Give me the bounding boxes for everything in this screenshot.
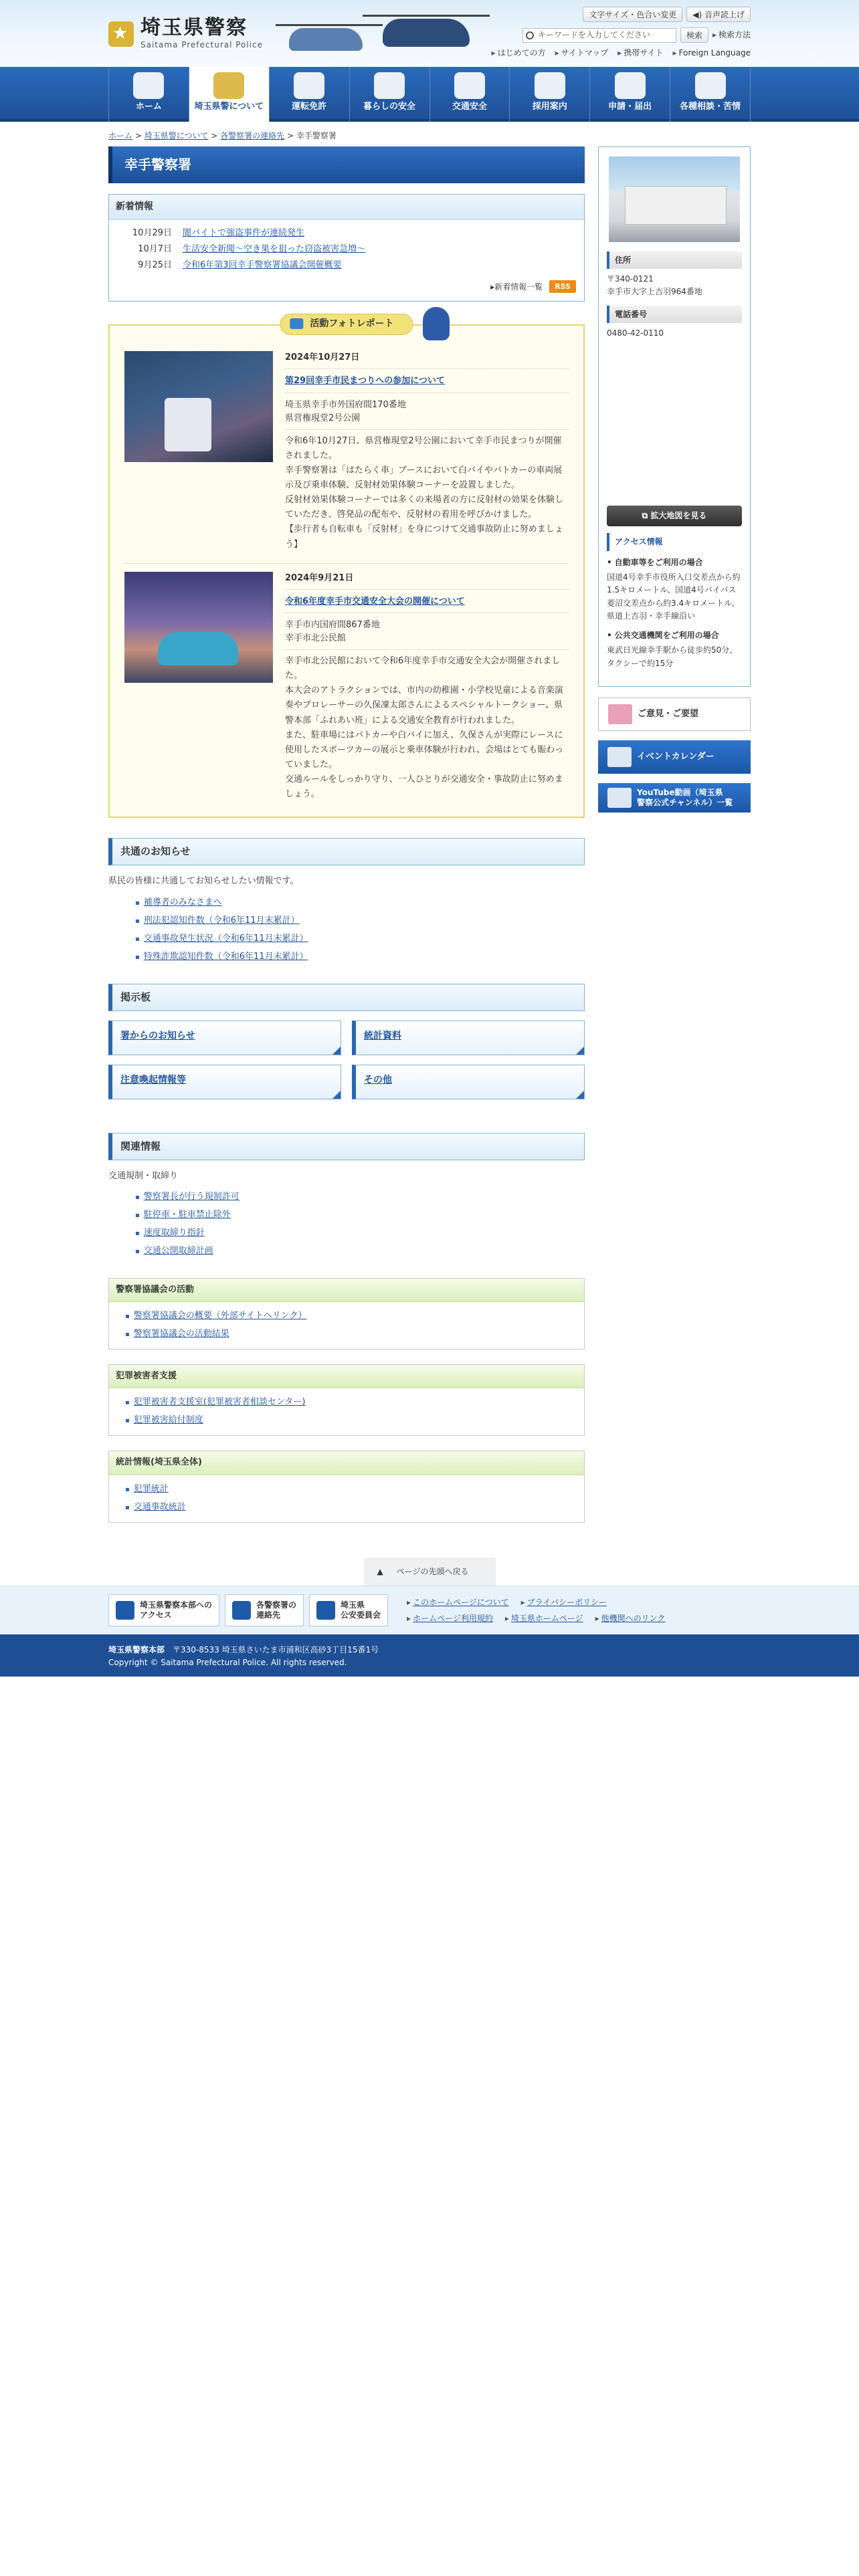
related-link[interactable]: 警察署長が行う規制許可: [143, 1192, 240, 1202]
breadcrumb-home[interactable]: ホーム: [108, 131, 133, 140]
news-link[interactable]: 令和6年第3回幸手警察署協議会開催概要: [183, 260, 342, 271]
nav-label: ホーム: [135, 102, 162, 112]
list-item: [125, 1481, 568, 1499]
list-item: [135, 1224, 585, 1243]
youtube-label: YouTube動画（埼玉県: [637, 788, 723, 798]
news-link[interactable]: 闇バイトで強盗事件が連続発生: [183, 228, 305, 239]
page-top-label: ページの先頭へ戻る: [383, 1562, 482, 1582]
stations-contact-button[interactable]: [225, 1594, 304, 1626]
list-item: [125, 1499, 568, 1517]
nav-about[interactable]: [189, 67, 269, 122]
common-notice-lead: 県民の皆様に共通してお知らせしたい情報です。: [108, 876, 299, 887]
search-help-link[interactable]: ▸ 検索方法: [712, 29, 751, 41]
voice-reading-button[interactable]: [686, 7, 751, 22]
prefecture-site-link[interactable]: 埼玉県ホームページ: [510, 1614, 583, 1624]
board-link[interactable]: 統計資料: [364, 1030, 401, 1041]
related-heading: 関連情報: [108, 1133, 585, 1160]
utility-bar: [492, 7, 751, 60]
footer-org: 埼玉県警察本部: [108, 1645, 165, 1655]
report-place: 幸手市内国府間867番地: [285, 619, 380, 630]
address-heading: 住所: [607, 251, 742, 270]
nav-label: 埼玉県警について: [194, 102, 264, 112]
enlarge-map-button[interactable]: [607, 506, 742, 526]
logo-title: 埼玉県警察: [140, 16, 248, 39]
report-place: 埼玉県幸手市外国府間170番地: [285, 399, 406, 410]
car-access-text: 国道4号幸手市役所入口交差点から約1.5キロメートル、国道4号バイパス菱沼交差点から約3.4キロメートル、県道上吉羽・幸手線沿い: [607, 572, 741, 621]
phone-number: 0480-42-0110: [607, 328, 664, 338]
breadcrumb-current: 幸手警察署: [296, 131, 337, 140]
mobile-site-link[interactable]: ▸ 携帯サイト: [617, 47, 663, 60]
copyright: Copyright © Saitama Prefectural Police. All rights reserved.: [108, 1657, 347, 1667]
photo-report: [108, 318, 585, 818]
site-header: [0, 0, 859, 67]
opinion-button[interactable]: [598, 697, 751, 731]
list-item: [125, 1307, 568, 1325]
stations-contact-label: 各警察署の: [256, 1600, 297, 1610]
list-item: [135, 1206, 585, 1224]
calendar-label: イベントカレンダー: [637, 751, 714, 762]
photo-report-heading: 活動フォトレポート: [280, 314, 413, 335]
statistics-link[interactable]: 交通事故統計: [133, 1501, 186, 1512]
page-top-link[interactable]: ▲ ページの先頭へ戻る: [364, 1558, 496, 1586]
main-content: [108, 146, 585, 1537]
nav-application[interactable]: [589, 67, 670, 122]
report-title-link[interactable]: 令和6年度幸手市交通安全大会の開催について: [285, 596, 465, 607]
statistics-box: [108, 1451, 585, 1522]
home-icon: [133, 72, 164, 99]
council-link[interactable]: 警察署協議会の概要（外部サイトへリンク）: [133, 1311, 307, 1321]
notice-link[interactable]: 交通事故発生状況（令和6年11月末累計）: [143, 933, 308, 944]
police-emblem-icon: [108, 21, 134, 47]
search-input[interactable]: [522, 28, 676, 43]
notice-link[interactable]: 特殊詐欺認知件数（令和6年11月末累計）: [143, 951, 308, 962]
opinion-label: ご意見・ご要望: [638, 708, 699, 719]
board-item[interactable]: [108, 1021, 341, 1055]
train-access-text: 東武日光線幸手駅から徒歩約50分、タクシーで約15分: [607, 645, 738, 668]
list-item: [135, 930, 585, 948]
council-link[interactable]: 警察署協議会の活動結果: [133, 1329, 229, 1339]
public-safety-commission-button[interactable]: [309, 1594, 388, 1626]
map-area[interactable]: [607, 346, 742, 502]
train-access-heading: • 公共交通機関をご利用の場合: [607, 629, 742, 642]
police-mascot-icon: [423, 307, 450, 340]
sitemap-link[interactable]: ▸ サイトマップ: [555, 47, 609, 60]
nav-label: 交通安全: [452, 102, 487, 112]
related-link[interactable]: 速度取締り指針: [143, 1228, 205, 1239]
nav-license[interactable]: [269, 67, 349, 122]
report-body: 反射材効果体験コーナーでは多くの来場者の方に反射材の効果を体験していただき、啓発品の配布や、反射材の着用を呼びかけました。: [285, 495, 564, 520]
search-button[interactable]: 検索: [680, 27, 708, 43]
nav-label: 申請・届出: [608, 102, 652, 112]
youtube-button[interactable]: [598, 783, 751, 813]
access-heading: アクセス情報: [607, 533, 742, 551]
document-pen-icon: [615, 72, 646, 99]
logo-subtitle: Saitama Prefectural Police: [140, 40, 264, 49]
common-notice-heading: 共通のお知らせ: [108, 838, 585, 865]
phone-icon: [695, 72, 726, 99]
event-calendar-button[interactable]: [598, 740, 751, 774]
breadcrumb: ホーム > 埼玉県警について > 各警察署の連絡先 > 幸手警察署: [108, 131, 337, 140]
report-body: 【歩行者も自転車も「反射材」を身につけて交通事故防止に努めましょう】: [285, 524, 563, 550]
nav-label: 暮らしの安全: [363, 102, 416, 112]
privacy-policy-link[interactable]: プライバシーポリシー: [527, 1598, 607, 1608]
hq-access-label: アクセス: [140, 1610, 172, 1620]
footer-nav: [0, 1586, 859, 1634]
safety-meeting-photo: [124, 572, 273, 683]
site-logo[interactable]: [108, 17, 263, 51]
statistics-heading: 統計情報(埼玉県全体): [109, 1451, 584, 1475]
global-nav: [0, 67, 859, 122]
other-links-link[interactable]: 他機関へのリンク: [601, 1614, 666, 1624]
council-heading: 警察署協議会の活動: [109, 1279, 584, 1302]
report-place: 県営権現堂2号公園: [285, 413, 361, 423]
report-body: 幸手警察署は「はたらく車」ブースにおいて白バイやパトカーの車両展示及び乗車体験、反射材効果体験コーナーを設置しました。: [285, 465, 563, 491]
font-size-color-button[interactable]: 文字サイズ・色合い変更: [583, 7, 682, 22]
board-item[interactable]: [352, 1021, 585, 1055]
report-entry: [124, 564, 569, 813]
rss-button[interactable]: RSS: [549, 280, 576, 293]
envelope-icon: [608, 704, 632, 724]
list-item: [135, 894, 585, 912]
notice-link[interactable]: 補導者のみなさまへ: [143, 897, 222, 907]
youtube-label: 警察公式チャンネル）一覧: [637, 797, 733, 807]
house-icon: [374, 72, 405, 99]
news-item: [125, 257, 568, 274]
police-cap-icon: [535, 72, 565, 99]
commission-emblem-icon: [316, 1601, 335, 1620]
report-date: 2024年10月27日: [285, 351, 569, 369]
news-box: [108, 194, 585, 302]
notice-link[interactable]: 刑法犯認知件数（令和6年11月末累計）: [143, 915, 300, 926]
search-icon: [526, 31, 534, 39]
festival-photo: [124, 351, 273, 462]
list-item: [125, 1412, 568, 1430]
nav-label: 各種相談・苦情: [680, 102, 741, 112]
nav-label: 運転免許: [292, 102, 327, 112]
news-list-label: 新着情報一覧: [494, 282, 543, 292]
related-lead: 交通規制・取締り: [108, 1171, 179, 1182]
hq-access-button[interactable]: [108, 1594, 219, 1626]
map-route-icon: [116, 1601, 134, 1620]
nav-label: 採用案内: [532, 102, 567, 112]
report-body: 令和6年10月27日、県営権現堂2号公園において幸手市民まつりが開催されました。: [285, 435, 562, 461]
site-footer: [0, 1634, 859, 1677]
board-grid: [108, 1021, 585, 1099]
station-info: [598, 146, 751, 687]
phone-heading: 電話番号: [607, 306, 742, 324]
first-time-link[interactable]: ▸ はじめての方: [492, 47, 546, 60]
news-link[interactable]: 生活安全新聞〜空き巣を狙った窃盗被害急増〜: [183, 244, 366, 255]
commission-label: 公安委員会: [341, 1610, 381, 1620]
building-icon: [232, 1601, 251, 1620]
victim-support-box: [108, 1364, 585, 1436]
breadcrumb-about[interactable]: 埼玉県警について: [144, 131, 209, 140]
related-list: [108, 1188, 585, 1261]
news-date: 10月29日: [132, 228, 172, 239]
board-item[interactable]: [352, 1065, 585, 1099]
victim-support-link[interactable]: 犯罪被害給付制度: [133, 1415, 203, 1426]
report-entry: [124, 343, 569, 563]
board-item[interactable]: [108, 1065, 341, 1099]
news-list-link[interactable]: ▸新着情報一覧: [490, 282, 543, 292]
nav-consult[interactable]: [670, 67, 751, 122]
board-link[interactable]: その他: [364, 1074, 392, 1085]
commission-label: 埼玉県: [341, 1600, 365, 1610]
nav-traffic[interactable]: [430, 67, 510, 122]
report-place: 幸手市北公民館: [285, 633, 347, 644]
related-link[interactable]: 交通公開取締計画: [143, 1246, 213, 1257]
victim-support-heading: 犯罪被害者支援: [109, 1365, 584, 1388]
traffic-light-icon: [454, 72, 485, 99]
speaker-icon: ◀): [692, 10, 702, 19]
breadcrumb-stations[interactable]: 各警察署の連絡先: [220, 131, 285, 140]
nav-recruit[interactable]: [509, 67, 589, 122]
zip-code: 〒340-0121: [607, 274, 654, 284]
search-placeholder: キーワードを入力してください: [537, 30, 650, 40]
common-notice-list: [108, 894, 585, 966]
address: 幸手市大字上吉羽964番地: [607, 287, 702, 297]
report-body: 交通ルールをしっかり守り、一人ひとりが交通安全・事故防止に努めましょう。: [285, 774, 563, 800]
list-item: [135, 1243, 585, 1261]
board-heading: 掲示板: [108, 984, 585, 1011]
board-link[interactable]: 注意喚起情報等: [120, 1074, 186, 1085]
enlarge-map-label: 拡大地図を見る: [650, 511, 707, 521]
council-box: [108, 1278, 585, 1350]
car-icon: [294, 72, 324, 99]
news-date: 10月7日: [138, 244, 172, 255]
page-title: 幸手警察署: [108, 146, 585, 183]
news-item: [125, 225, 568, 241]
report-body: 幸手市北公民館において令和6年度幸手市交通安全大会が開催されました。: [285, 656, 561, 681]
sidebar: [598, 146, 751, 1537]
list-item: [135, 1188, 585, 1206]
map-icon: ⧉: [642, 511, 648, 521]
statistics-link[interactable]: 犯罪統計: [133, 1483, 169, 1494]
list-item: [135, 912, 585, 930]
nav-safety[interactable]: [349, 67, 430, 122]
about-site-link[interactable]: このホームページについて: [413, 1598, 509, 1608]
helicopter-illustration: [276, 5, 490, 64]
board-link[interactable]: 署からのお知らせ: [120, 1030, 195, 1041]
report-date: 2024年9月21日: [285, 572, 569, 590]
report-body: また、駐車場にはパトカーや白バイに加え、久保さんが実際にレースに使用したスポーツカーの展示と乗車体験が行われ、会場はとても賑わっていました。: [285, 730, 564, 770]
stations-contact-label: 連絡先: [256, 1610, 281, 1620]
list-item: [125, 1394, 568, 1412]
station-building-photo: [609, 156, 740, 242]
news-heading: 新着情報: [109, 195, 584, 221]
hq-access-label: 埼玉県警察本部への: [140, 1600, 213, 1610]
news-item: [125, 241, 568, 257]
related-link[interactable]: 駐停車・駐車禁止除外: [143, 1210, 231, 1220]
car-access-heading: • 自動車等をご利用の場合: [607, 556, 742, 569]
victim-support-link[interactable]: 犯罪被害者支援室(犯罪被害者相談センター): [133, 1397, 306, 1408]
report-body: 本大会のアトラクションでは、市内の幼稚園・小学校児童による音楽演奏やブロレーサーの久保凜太郎さんによるスペシャルトークショー、県警本部「ふれあい班」による交通安全教育が行われました。: [285, 685, 563, 726]
terms-link[interactable]: ホームページ利用規約: [413, 1614, 493, 1624]
footer-address: 〒330-8533 埼玉県さいたま市浦和区高砂3丁目15番1号: [173, 1645, 379, 1655]
list-item: [135, 948, 585, 966]
calendar-icon: [607, 747, 632, 767]
list-item: [125, 1325, 568, 1344]
news-date: 9月25日: [138, 260, 172, 271]
nav-home[interactable]: [108, 67, 189, 122]
play-icon: [607, 788, 632, 808]
voice-reading-label: 音声読上げ: [704, 10, 745, 19]
foreign-language-link[interactable]: ▸ Foreign Language: [673, 47, 751, 60]
emblem-icon: [213, 72, 244, 99]
report-title-link[interactable]: 第29回幸手市民まつりへの参加について: [285, 376, 445, 387]
